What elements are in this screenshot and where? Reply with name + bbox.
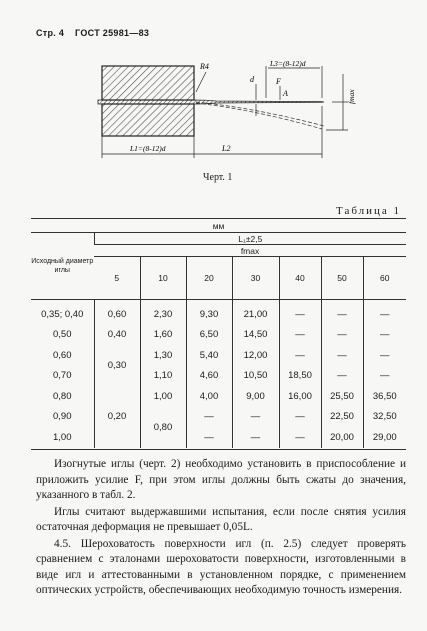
column-header: 10	[140, 257, 186, 300]
value-cell: 6,50	[186, 325, 232, 346]
value-cell: 12,00	[232, 345, 279, 366]
page-number: Стр. 4	[36, 28, 65, 38]
value-cell: —	[363, 345, 406, 366]
diameter-cell: 0,60	[53, 349, 72, 361]
paragraph: 4.5. Шероховатость поверхности игл (п. 2.5) следует проверять сравнением с эталонами шероховатости поверхности, изготовленными в виде игл и аттестованными в установленном порядке, с применением оптических устройств, обеспечивающих необходимую точность измерения.	[36, 537, 406, 596]
value-cell: 1,10	[140, 366, 186, 387]
value-cell: 10,50	[232, 366, 279, 387]
value-cell: 22,50	[321, 407, 363, 428]
diameter-cell: 0,90	[53, 411, 72, 423]
value-cell: 36,50	[363, 386, 406, 407]
needle-test-drawing	[96, 56, 371, 166]
value-cell: 0,60	[94, 300, 140, 325]
value-cell: 9,30	[186, 300, 232, 325]
table-row	[31, 366, 406, 387]
value-cell: 0,20	[94, 386, 140, 448]
table-row	[31, 427, 406, 448]
column-header: 5	[114, 273, 120, 283]
value-cell: —	[186, 407, 232, 428]
column-header: 60	[363, 257, 406, 300]
l1-label: L1=(8-12)d	[130, 144, 166, 153]
value-cell: 9,00	[232, 386, 279, 407]
value-cell: 0,30	[94, 345, 140, 386]
needle-deflection-table	[31, 218, 406, 448]
page-header	[36, 28, 149, 38]
point-a-label: A	[283, 89, 288, 98]
table-title: Таблица 1	[336, 205, 402, 217]
diameter-header: Исходный диаметр иглы	[31, 233, 94, 300]
value-cell: —	[321, 345, 363, 366]
value-cell: —	[363, 325, 406, 346]
l2-label: L2	[222, 144, 231, 153]
column-header: 30	[232, 257, 279, 300]
value-cell: —	[232, 427, 279, 448]
diameter-cell: 0,70	[53, 370, 72, 382]
l1-header: L₁±2,5	[94, 233, 406, 245]
fmax-header: fmax	[94, 245, 406, 257]
table-row	[31, 386, 406, 407]
value-cell: 4,00	[186, 386, 232, 407]
value-cell: 1,60	[140, 325, 186, 346]
value-cell: 16,00	[279, 386, 321, 407]
diameter-cell: 0,50	[53, 329, 72, 341]
value-cell: —	[279, 325, 321, 346]
radius-label: R4	[200, 62, 209, 71]
column-header: 20	[186, 257, 232, 300]
force-label: F	[276, 77, 281, 86]
value-cell: 18,50	[279, 366, 321, 387]
table-row	[31, 300, 406, 325]
value-cell: 29,00	[363, 427, 406, 448]
diameter-cell: 0,35; 0,40	[41, 308, 84, 320]
value-cell: 2,30	[140, 300, 186, 325]
table-row	[31, 345, 406, 366]
fmax-label: fmax	[347, 89, 356, 104]
table-row	[31, 325, 406, 346]
value-cell: —	[363, 366, 406, 387]
value-cell: —	[321, 366, 363, 387]
value-cell: —	[279, 427, 321, 448]
diameter-cell: 0,80	[53, 390, 72, 402]
value-cell: 21,00	[232, 300, 279, 325]
diameter-cell: 1,00	[53, 431, 72, 443]
column-header: 40	[279, 257, 321, 300]
value-cell: 20,00	[321, 427, 363, 448]
value-cell: 0,80	[140, 407, 186, 448]
paragraph: Изогнутые иглы (черт. 2) необходимо установить в приспособление и приложить усилие F, при этом иглы должны быть сжаты до значения, указанного в табл. 2.	[36, 458, 406, 501]
value-cell: —	[279, 407, 321, 428]
value-cell: 1,00	[140, 386, 186, 407]
unit-header: мм	[31, 219, 406, 233]
value-cell: 25,50	[321, 386, 363, 407]
value-cell: —	[279, 300, 321, 325]
value-cell: 32,50	[363, 407, 406, 428]
value-cell: —	[232, 407, 279, 428]
table-bottom-rule	[31, 449, 406, 450]
body-text	[36, 457, 406, 600]
value-cell: —	[321, 325, 363, 346]
value-cell: 5,40	[186, 345, 232, 366]
column-header: 50	[321, 257, 363, 300]
value-cell: —	[186, 427, 232, 448]
table-row	[31, 407, 406, 428]
value-cell: —	[321, 300, 363, 325]
standard-number: ГОСТ 25981—83	[75, 28, 150, 38]
value-cell: —	[363, 300, 406, 325]
l3-label: L3=(8-12)d	[270, 59, 306, 68]
value-cell: —	[279, 345, 321, 366]
figure-caption: Черт. 1	[203, 172, 233, 183]
value-cell: 0,40	[94, 325, 140, 346]
value-cell: 1,30	[140, 345, 186, 366]
paragraph: Иглы считают выдержавшими испытания, если после снятия усилия остаточная деформация не превышает 0,05L.	[36, 505, 406, 533]
d-label: d	[250, 75, 254, 84]
value-cell: 14,50	[232, 325, 279, 346]
value-cell: 4,60	[186, 366, 232, 387]
